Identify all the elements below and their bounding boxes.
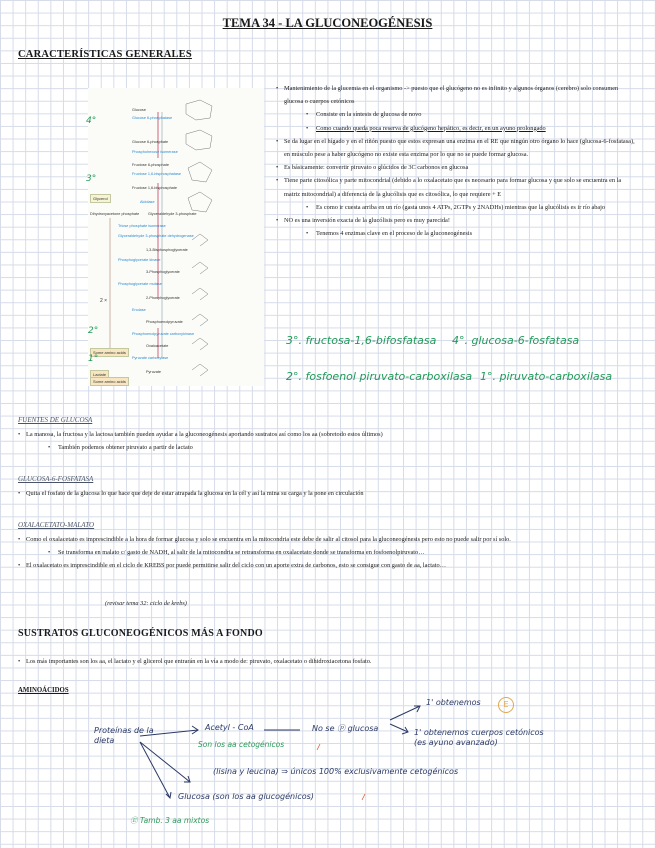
list-item: • Los más importantes son los aa, el lactato y el glicerol que entrarán en la vía a modo de: piruvato, oxalacetato o dihidroxiacetona fosfato. (18, 655, 638, 668)
hand-enzyme-2: 2°. fosfoenol piruvato-carboxilasa (286, 370, 473, 383)
hand-obtenemos2: 1' obtenemos cuerpos cetónicos (es ayuno avanzado) (414, 728, 544, 747)
hand-lisina: (lisina y leucina) ⇒ únicos 100% exclusivamente cetogénicos (213, 767, 459, 776)
diagram-label: Dihydroxyacetone phosphate (90, 212, 140, 216)
hand-proteinas: Proteínas de la dieta (94, 726, 154, 745)
diagram-label: Phosphoenolpyruvate (146, 320, 183, 324)
diagram-label: Glycerol (90, 194, 111, 203)
list-item: • La manosa, la fructosa y la lactosa también pueden ayudar a la gluconeogénesis aportando sustratos así como los aa (sobretodo estos últimos) (18, 428, 638, 441)
diagram-enzyme: Phosphohexose isomerase (132, 150, 178, 154)
diagram-label: 3-Phosphoglycerate (146, 270, 180, 274)
list-item: • Quita el fosfato de la glucosa lo que hace que deje de estar atrapada la glucosa en la cél y así la mina su carga y la pone en circulación (18, 487, 638, 500)
hand-obtenemos1: 1' obtenemos (426, 698, 481, 707)
hand-mixtos: Ⓔ Tamb. 3 aa mixtos (130, 816, 210, 825)
sustratos-list (18, 655, 638, 668)
list-item: • Mantenimiento de la glucemia en el organismo -> puesto que el glucógeno no es infinito y algunos órganos (cerebro) solo consumen glucosa o cuerpos cetónicos (276, 82, 638, 108)
diagram-enzyme: Phosphoglycerate kinase (118, 258, 161, 262)
g6f-list (18, 487, 638, 500)
caracteristicas-list (276, 82, 638, 240)
hand-glucosa: Glucosa (son los aa glucogénicos) (178, 792, 314, 801)
diagram-label: Fructose 1,6-bisphosphate (132, 186, 177, 190)
list-item: • Tiene parte citosólica y parte mitocondrial (debido a lo oxalacetato que es necesario para formar glucosa y que solo se encuentra en la matriz mitocondrial) a diferencia de la glucólisis que es citosólica, lo que requiere + E (276, 174, 638, 200)
section-heading-sustratos: SUSTRATOS GLUCONEOGÉNICOS MÁS A FONDO (18, 628, 263, 639)
hand-mark: 3° (86, 174, 97, 184)
diagram-enzyme: Pyruvate carboxylase (132, 356, 169, 360)
hand-enzyme-1: 1°. piruvato-carboxilasa (480, 370, 613, 383)
section-heading-aminoacidos: AMINOÁCIDOS (18, 687, 69, 694)
hand-mark: 2° (88, 326, 99, 336)
list-item: • Se da lugar en el hígado y en el riñón puesto que estos expresan una enzima en el RE que ningún otro órgano lo hace (glucosa-6-fosfatasa), en músculo pese a haber glucógeno no existe esta enzima por lo que no se puede formar glucosa. (276, 135, 638, 161)
gluconeogenesis-diagram (88, 88, 264, 386)
diagram-enzyme: Fructose 1,6-bisphosphatase (132, 172, 181, 176)
diagram-label: 1,3-Bisphosphoglycerate (146, 248, 188, 252)
diagram-label: Oxaloacetate (146, 344, 169, 348)
section-heading-fuentes: FUENTES DE GLUCOSA (18, 416, 93, 424)
list-item: • Es como ir cuesta arriba en un río (gasta unos 4 ATPs, 2GTPs y 2NADHs) mientras que la glucólisis es ir río abajo (300, 201, 638, 214)
diagram-label: Glucose (132, 108, 146, 112)
diagram-label: 2 × (100, 298, 108, 304)
diagram-enzyme: Glyceraldehyde 3-phosphate dehydrogenase (118, 234, 194, 238)
diagram-label: Some amino acids (90, 377, 129, 386)
hand-noseglucosa: No se ⓟ glucosa (312, 724, 379, 733)
list-item: • Consiste en la síntesis de glucosa de novo (300, 108, 638, 121)
section-heading-oxa: OXALACETATO-MALATO (18, 521, 95, 529)
list-item: • Se transforma en malato c/ gasto de NADH, al salir de la mitocondria se retransforma en oxalacetato donde se transforma en fosfoenolpiruvato… (42, 546, 638, 559)
diagram-label: 2-Phosphoglycerate (146, 296, 180, 300)
diagram-enzyme: Glucose 6-phosphatase (132, 116, 173, 120)
diagram-label: Lactate (90, 370, 109, 379)
diagram-label: Glyceraldehyde 3-phosphate (148, 212, 197, 216)
list-item: • Es básicamente: convertir piruvato o glúcidos de 3C carbonos en glucosa (276, 161, 638, 174)
hand-mark: 4° (86, 116, 97, 126)
list-item: • Tenemos 4 enzimas clave en el proceso de la gluconeogénesis (300, 227, 638, 240)
fuentes-list (18, 428, 638, 454)
diagram-enzyme: Enolase (132, 308, 146, 312)
diagram-label: Glucose 6-phosphate (132, 140, 169, 144)
hand-acetil: Acetyl - CoA (205, 723, 254, 732)
list-item: • Como cuando queda poca reserva de glucógeno hepático, es decir, en un ayuno prolongado (300, 122, 638, 135)
diagram-enzyme: Aldolase (140, 200, 155, 204)
list-item: • Como el oxalacetato es imprescindible a la hora de formar glucosa y solo se encuentra en la mitocondria este debe de salir al citosol para la gluconeogénesis pero esto no puede salir por sí solo. (18, 533, 638, 546)
hand-enzyme-3: 3°. fructosa-1,6-bifosfatasa (286, 334, 437, 347)
hand-mark: 1° (88, 354, 99, 364)
list-item: • También podemos obtener piruvato a partir de lactato (42, 441, 638, 454)
page-title: TEMA 34 - LA GLUCONEOGÉNESIS (222, 16, 433, 30)
energy-circle: E (498, 697, 514, 713)
oxa-note: (revisar tema 32: ciclo de krebs) (105, 600, 187, 607)
hand-cetogenicos: Son los aa cetogénicos (198, 740, 285, 749)
diagram-label: Fructose 6-phosphate (132, 163, 169, 167)
diagram-enzyme: Triose phosphate isomerase (118, 224, 166, 228)
section-heading-caracteristicas: CARACTERÍSTICAS GENERALES (18, 49, 192, 60)
oxa-list (18, 533, 638, 573)
section-heading-g6f: GLUCOSA-6-FOSFATASA (18, 475, 94, 483)
list-item: • El oxalacetato es imprescindible en el ciclo de KREBS por puede permitirse salir del ciclo con un aporte extra de carbonos, esto se consigue con gasto de aa, lactato… (18, 559, 638, 572)
list-item: • NO es una inversión exacta de la glucólisis pero es muy parecida! (276, 214, 638, 227)
diagram-label: Some amino acids (90, 348, 129, 357)
diagram-enzyme: Phosphoglycerate mutase (118, 282, 162, 286)
diagram-label: Pyruvate (146, 370, 161, 374)
diagram-enzyme: Phosphoenolpyruvate carboxykinase (132, 332, 195, 336)
hand-enzyme-4: 4°. glucosa-6-fosfatasa (452, 334, 580, 347)
